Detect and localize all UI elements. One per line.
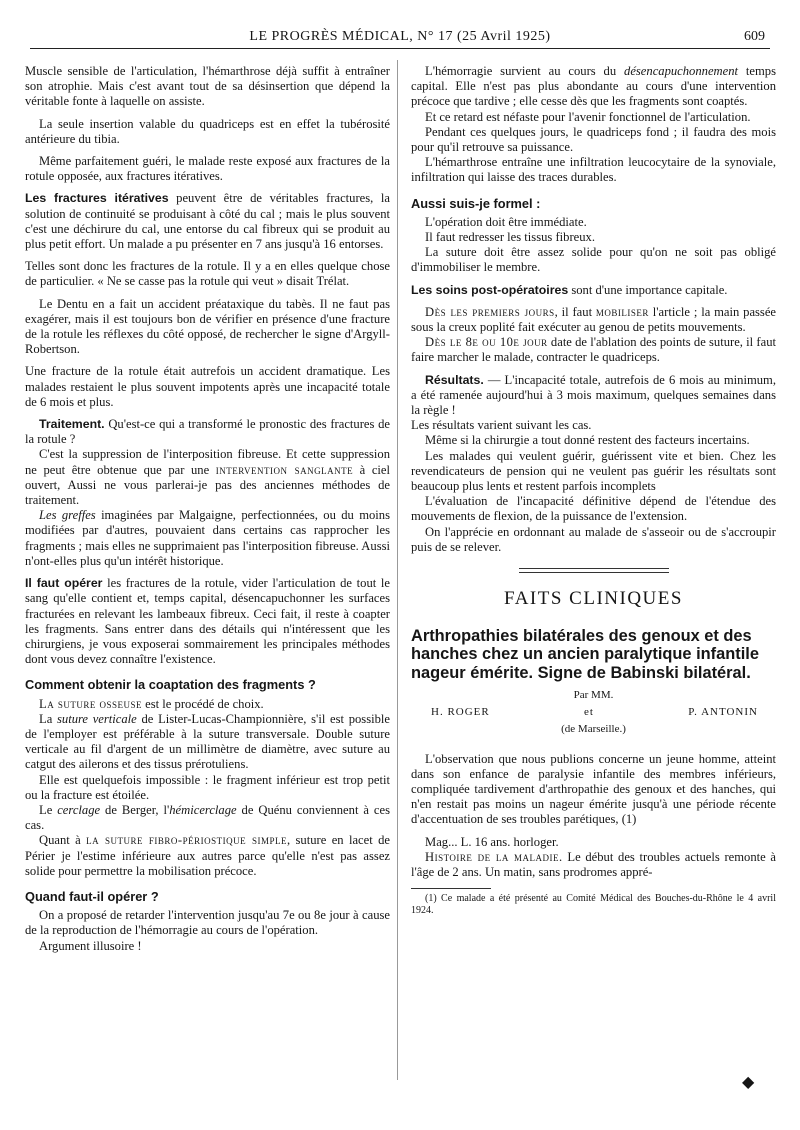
left-column [25, 64, 390, 961]
byline-prefix: Par MM. [573, 689, 614, 701]
paragraph: On l'apprécie en ordonnant au malade de s'asseoir ou de s'accroupir puis de se relever. [411, 524, 776, 554]
paragraph: Argument illusoire ! [39, 938, 142, 953]
paragraph: Quant à la suture fibro-périostique simple, suture en lacet de Périer je l'estime inférieure aux autres parce qu'elle n'est pas assez solide pour permettre la mobilisation précoce. [25, 833, 390, 878]
paragraph: La suture osseuse est le procédé de choix. [39, 696, 264, 711]
paragraph: L'évaluation de l'incapacité définitive dépend de l'étendue des mouvements de flexion, de la puissance de l'extension. [411, 494, 776, 524]
paragraph: C'est la suppression de l'interposition fibreuse. Et cette suppression ne peut être obtenue que par une intervention sanglante à ciel ouvert, Aussi ne vous parlerai-je pas des anciennes méthodes de traitement. [25, 447, 390, 508]
paragraph: Les fractures itératives peuvent être de véritables fractures, la solution de continuité se produisant à côté du cal ; mais le plus souvent c'est une déchirure du cal, une entorse du cal fibreux qui se produit au plus petit effort. Un malade a pu présenter en 7 ans jusqu'à 16 entorses. [25, 191, 391, 252]
paragraph: La suture doit être assez solide pour qu'on ne soit pas obligé d'immobiliser le membre. [411, 245, 776, 275]
author: H. ROGER [431, 706, 490, 719]
section-heading: Aussi suis-je formel : [411, 195, 541, 211]
paragraph: Les résultats varient suivant les cas. [411, 418, 592, 433]
paragraph: Et ce retard est néfaste pour l'avenir fonctionnel de l'articulation. [425, 109, 751, 124]
paragraph: Le cerclage de Berger, l'hémicerclage de Quénu conviennent à ces cas. [25, 802, 390, 833]
paragraph: Dès le 8e ou 10e jour date de l'ablation des points de suture, il faut faire marcher le malade, contracter le quadriceps. [411, 335, 777, 365]
footnote: (1) Ce malade a été présenté au Comité Médical des Bouches-du-Rhône le 4 avril 1924. [411, 893, 776, 917]
paragraph: Muscle sensible de l'articulation, l'hémarthrose déjà suffit à entraîner son atrophie. Mais c'est avant tout de sa désinsertion que dépend la véritable fonte à laquelle on assiste. [25, 64, 390, 109]
paragraph: Résultats. — L'incapacité totale, autrefois de 6 mois au minimum, a été ramenée aujourd'hui à 3 mois maximum, quelques semaines dans la règle ! [411, 372, 776, 418]
paragraph: Les greffes imaginées par Malgaigne, perfectionnées, ou du moins modifiées par d'autres, pouvaient dans certains cas rapprocher les fragments ; mais elles ne supprimaient pas l'interposition fibreuse. Aussi n'ont-elles plus qu'un intérêt historique. [25, 508, 391, 568]
page-number: 609 [744, 29, 765, 44]
paragraph: L'observation que nous publions concerne un jeune homme, atteint dans son enfance de paralysie infantile des membres inférieurs, compliquée tardivement d'arthropathie des genoux et des hanches, qui n'en restait pas moins un nageur émérite jusqu'à une période récente d'accentuation de ses troubles parétiques, (1) [411, 751, 776, 827]
paragraph: Dès les premiers jours, il faut mobiliser l'article ; la main passée sous la creux poplité fait exécuter au genou de petits mouvements. [411, 304, 777, 335]
paragraph: Il faut redresser les tissus fibreux. [425, 230, 595, 245]
author-conjunction: et [584, 706, 594, 719]
author: P. ANTONIN [688, 706, 758, 719]
section-heading: Quand faut-il opérer ? [25, 888, 159, 904]
paragraph: Pendant ces quelques jours, le quadriceps fond ; il faudra des mois pour qu'il retrouve sa puissance. [411, 124, 776, 155]
page-header [30, 24, 770, 49]
ornamental-rule [411, 562, 776, 577]
paragraph: L'hémorragie survient au cours du désencapuchonnement temps capital. Elle n'est pas plus abondante au cours d'une intervention précoce que tardive ; elle cesse dès que les fragments sont coaptés. [411, 64, 776, 109]
right-column [411, 64, 776, 924]
paragraph: Une fracture de la rotule était autrefois un accident dramatique. Les malades restaient le plus souvent impotents après une incapacité totale de 6 mois et plus. [25, 364, 390, 409]
article-title: Arthropathies bilatérales des genoux et des hanches chez un ancien paralytique infantile nageur émérite. Signe de Babinski bilatéral. [411, 626, 759, 682]
journal-title: LE PROGRÈS MÉDICAL, N° 17 (25 Avril 1925) [249, 29, 551, 44]
footnote-rule [411, 888, 491, 889]
paragraph: Il faut opérer les fractures de la rotule, vider l'articulation de tout le sang qu'elle contient et, temps capital, désencapuchonner les surfaces fracturées en relevant les lambeaux fibreux. Ceci fait, il reste à coapter les fragments. Sans entrer dans des détails qui n'intéressent que les chirurgiens, je vous exposerai sommairement les principales méthodes dont vous devez connaître l'existence. [25, 576, 390, 667]
section-title: FAITS CLINIQUES [504, 588, 683, 610]
paragraph: La suture verticale de Lister-Lucas-Championnière, s'il est possible de l'employer est préférable à la suture transversale. Double suture verticale au fil d'argent de un millimètre de diamètre, avec suture au catgut des ailerons et des tissus prérotuliens. [25, 711, 390, 772]
authors [411, 705, 776, 720]
section-heading: Comment obtenir la coaptation des fragments ? [25, 677, 316, 693]
paragraph: La seule insertion valable du quadriceps est en effet la tubérosité antérieure du tibia. [25, 116, 390, 146]
affiliation: (de Marseille.) [561, 723, 626, 736]
case-heading: Mag... L. 16 ans. horloger. [425, 834, 559, 849]
paragraph: Elle est quelquefois impossible : le fragment inférieur est trop petit ou la fracture est étoilée. [25, 772, 390, 802]
paragraph: L'opération doit être immédiate. [425, 214, 587, 229]
paragraph: Les soins post-opératoires sont d'une importance capitale. [411, 282, 728, 297]
paragraph: Histoire de la maladie. Le début des troubles actuels remonte à l'âge de 2 ans. Un matin, sans prodromes appré- [411, 849, 776, 880]
paragraph: Telles sont donc les fractures de la rotule. Il y a en elles quelque chose de particulier. « Ne se casse pas la rotule qui veut » disait Trélat. [25, 259, 390, 289]
paragraph: L'hémarthrose entraîne une infiltration leucocytaire de la synoviale, infiltration qui laisse des traces durables. [411, 155, 776, 185]
diamond-ornament-icon: ◆ [742, 1072, 755, 1091]
paragraph: On a proposé de retarder l'intervention jusqu'au 7e ou 8e jour à cause de la reproduction de l'hémorragie au cours de l'opération. [25, 908, 390, 938]
paragraph: Les malades qui veulent guérir, guérissent vite et bien. Chez les revendicateurs de pension qui ne veulent pas guérir les résultats sont beaucoup plus lents et restent parfois incomplets [411, 448, 776, 494]
paragraph: Traitement. Qu'est-ce qui a transformé le pronostic des fractures de la rotule ? [25, 417, 390, 447]
paragraph: Même parfaitement guéri, le malade reste exposé aux fractures de la rotule opposée, aux fractures itératives. [25, 154, 390, 184]
paragraph: Même si la chirurgie a tout donné restent des facteurs incertains. [425, 433, 750, 448]
paragraph: Le Dentu en a fait un accident préataxique du tabès. Il ne faut pas exagérer, mais il est toujours bon de vérifier en présence d'une fracture de la rotule les réflexes du côté opposé, de rechercher le signe d'Argyll-Robertson. [25, 296, 390, 357]
column-divider [397, 60, 398, 1080]
